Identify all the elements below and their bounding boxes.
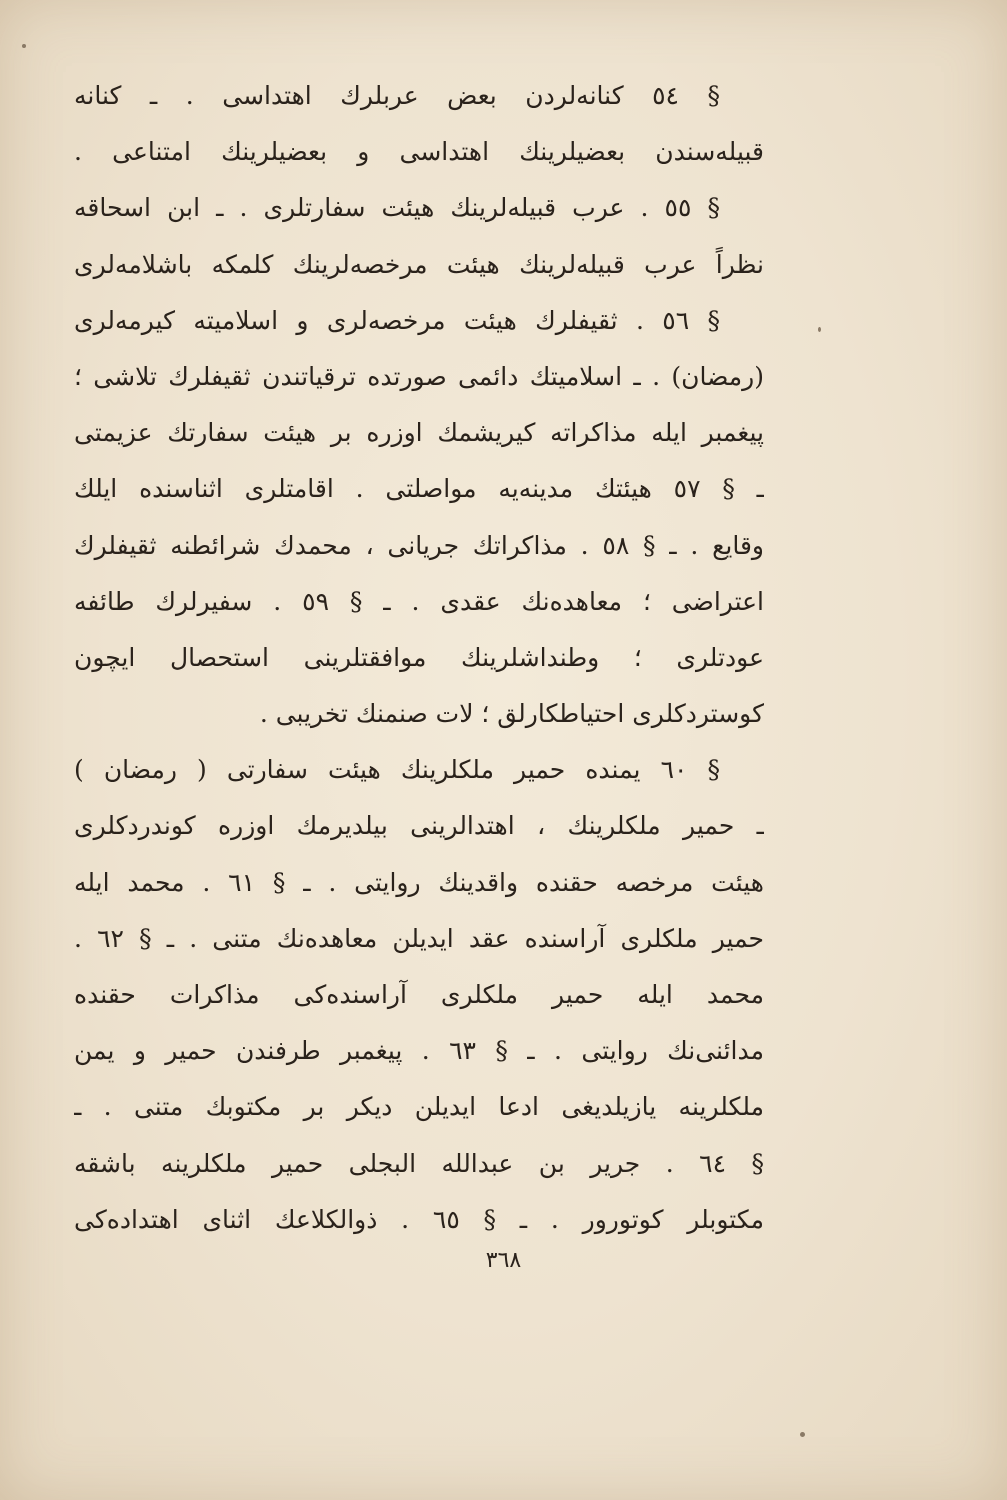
paper-spot	[800, 1432, 805, 1437]
text-line: قبيله‌سندن بعضيلرينك اهتداسی و بعضيلرينك امتناعی .	[74, 137, 764, 167]
text-line: (رمضان) . ـ اسلاميتك دائمی صورتده ترقياتندن ثقيفلرك تلاشی ؛	[74, 361, 764, 391]
text-line: ـ § ٥٧ هيئتك مدينه‌يه مواصلتی . اقامتلری اثناسنده ايلك	[74, 474, 764, 504]
text-line: محمد ايله حمير ملكلری آراسنده‌كی مذاكرات حقنده	[74, 980, 764, 1009]
text-line: § ٥٦ . ثقيفلرك هيئت مرخصه‌لری و اسلاميته كيرمه‌لری	[74, 305, 720, 335]
text-line: مدائنی‌نك روايتی . ـ § ٦٣ . پيغمبر طرفندن حمير و يمن	[74, 1036, 764, 1066]
text-line: كوستردكلری احتياطكارلق ؛ لات صنمنك تخريبی .	[259, 699, 764, 729]
text-line: عودتلری ؛ وطنداشلرينك موافقتلرينی استحصال ايچون	[74, 642, 764, 672]
paper-spot	[818, 327, 821, 332]
text-line: اعتراضی ؛ معاهده‌نك عقدی . ـ § ٥٩ . سفيرلرك طائفه	[74, 586, 764, 616]
text-line: § ٦٤ . جرير بن عبدالله البجلی حمير ملكلرينه باشقه	[74, 1148, 764, 1178]
text-line: § ٥٥ . عرب قبيله‌لرينك هيئت سفارتلری . ـ ابن اسحاقه	[74, 193, 720, 223]
text-line: نظراً عرب قبيله‌لرينك هيئت مرخصه‌لرينك كلمكه باشلامه‌لری	[74, 249, 764, 279]
text-line: وقايع . ـ § ٥٨ . مذاكراتك جريانی ، محمدك شرائطنه ثقيفلرك	[74, 530, 764, 560]
text-line: § ٥٤ كنانه‌لردن بعض عربلرك اهتداسی . ـ كنانه	[74, 81, 720, 110]
text-line: مكتوبلر كوتورور . ـ § ٦٥ . ذوالكلاعك اثنای اهتداده‌كی	[74, 1204, 764, 1234]
text-line: ملكلرينه يازيلديغی ادعا ايديلن ديكر بر مكتوبك متنی . ـ	[74, 1092, 764, 1122]
text-line: ـ حمير ملكلرينك ، اهتدالرينی بيلديرمك اوزره كوندردكلری	[74, 811, 764, 841]
text-line: حمير ملكلری آراسنده عقد ايديلن معاهده‌نك متنی . ـ § ٦٢ .	[74, 923, 764, 953]
body-text	[74, 68, 764, 1248]
paper-spot	[22, 44, 26, 48]
text-line: پيغمبر ايله مذاكراته كيريشمك اوزره بر هيئت سفارتك عزيمتی	[74, 418, 764, 448]
page-number: ٣٦٨	[485, 1248, 522, 1273]
text-line: هيئت مرخصه حقنده واقدينك روايتی . ـ § ٦١ . محمد ايله	[74, 867, 764, 897]
text-line: § ٦٠ يمنده حمير ملكلرينك هيئت سفارتی ( رمضان )	[74, 755, 721, 785]
